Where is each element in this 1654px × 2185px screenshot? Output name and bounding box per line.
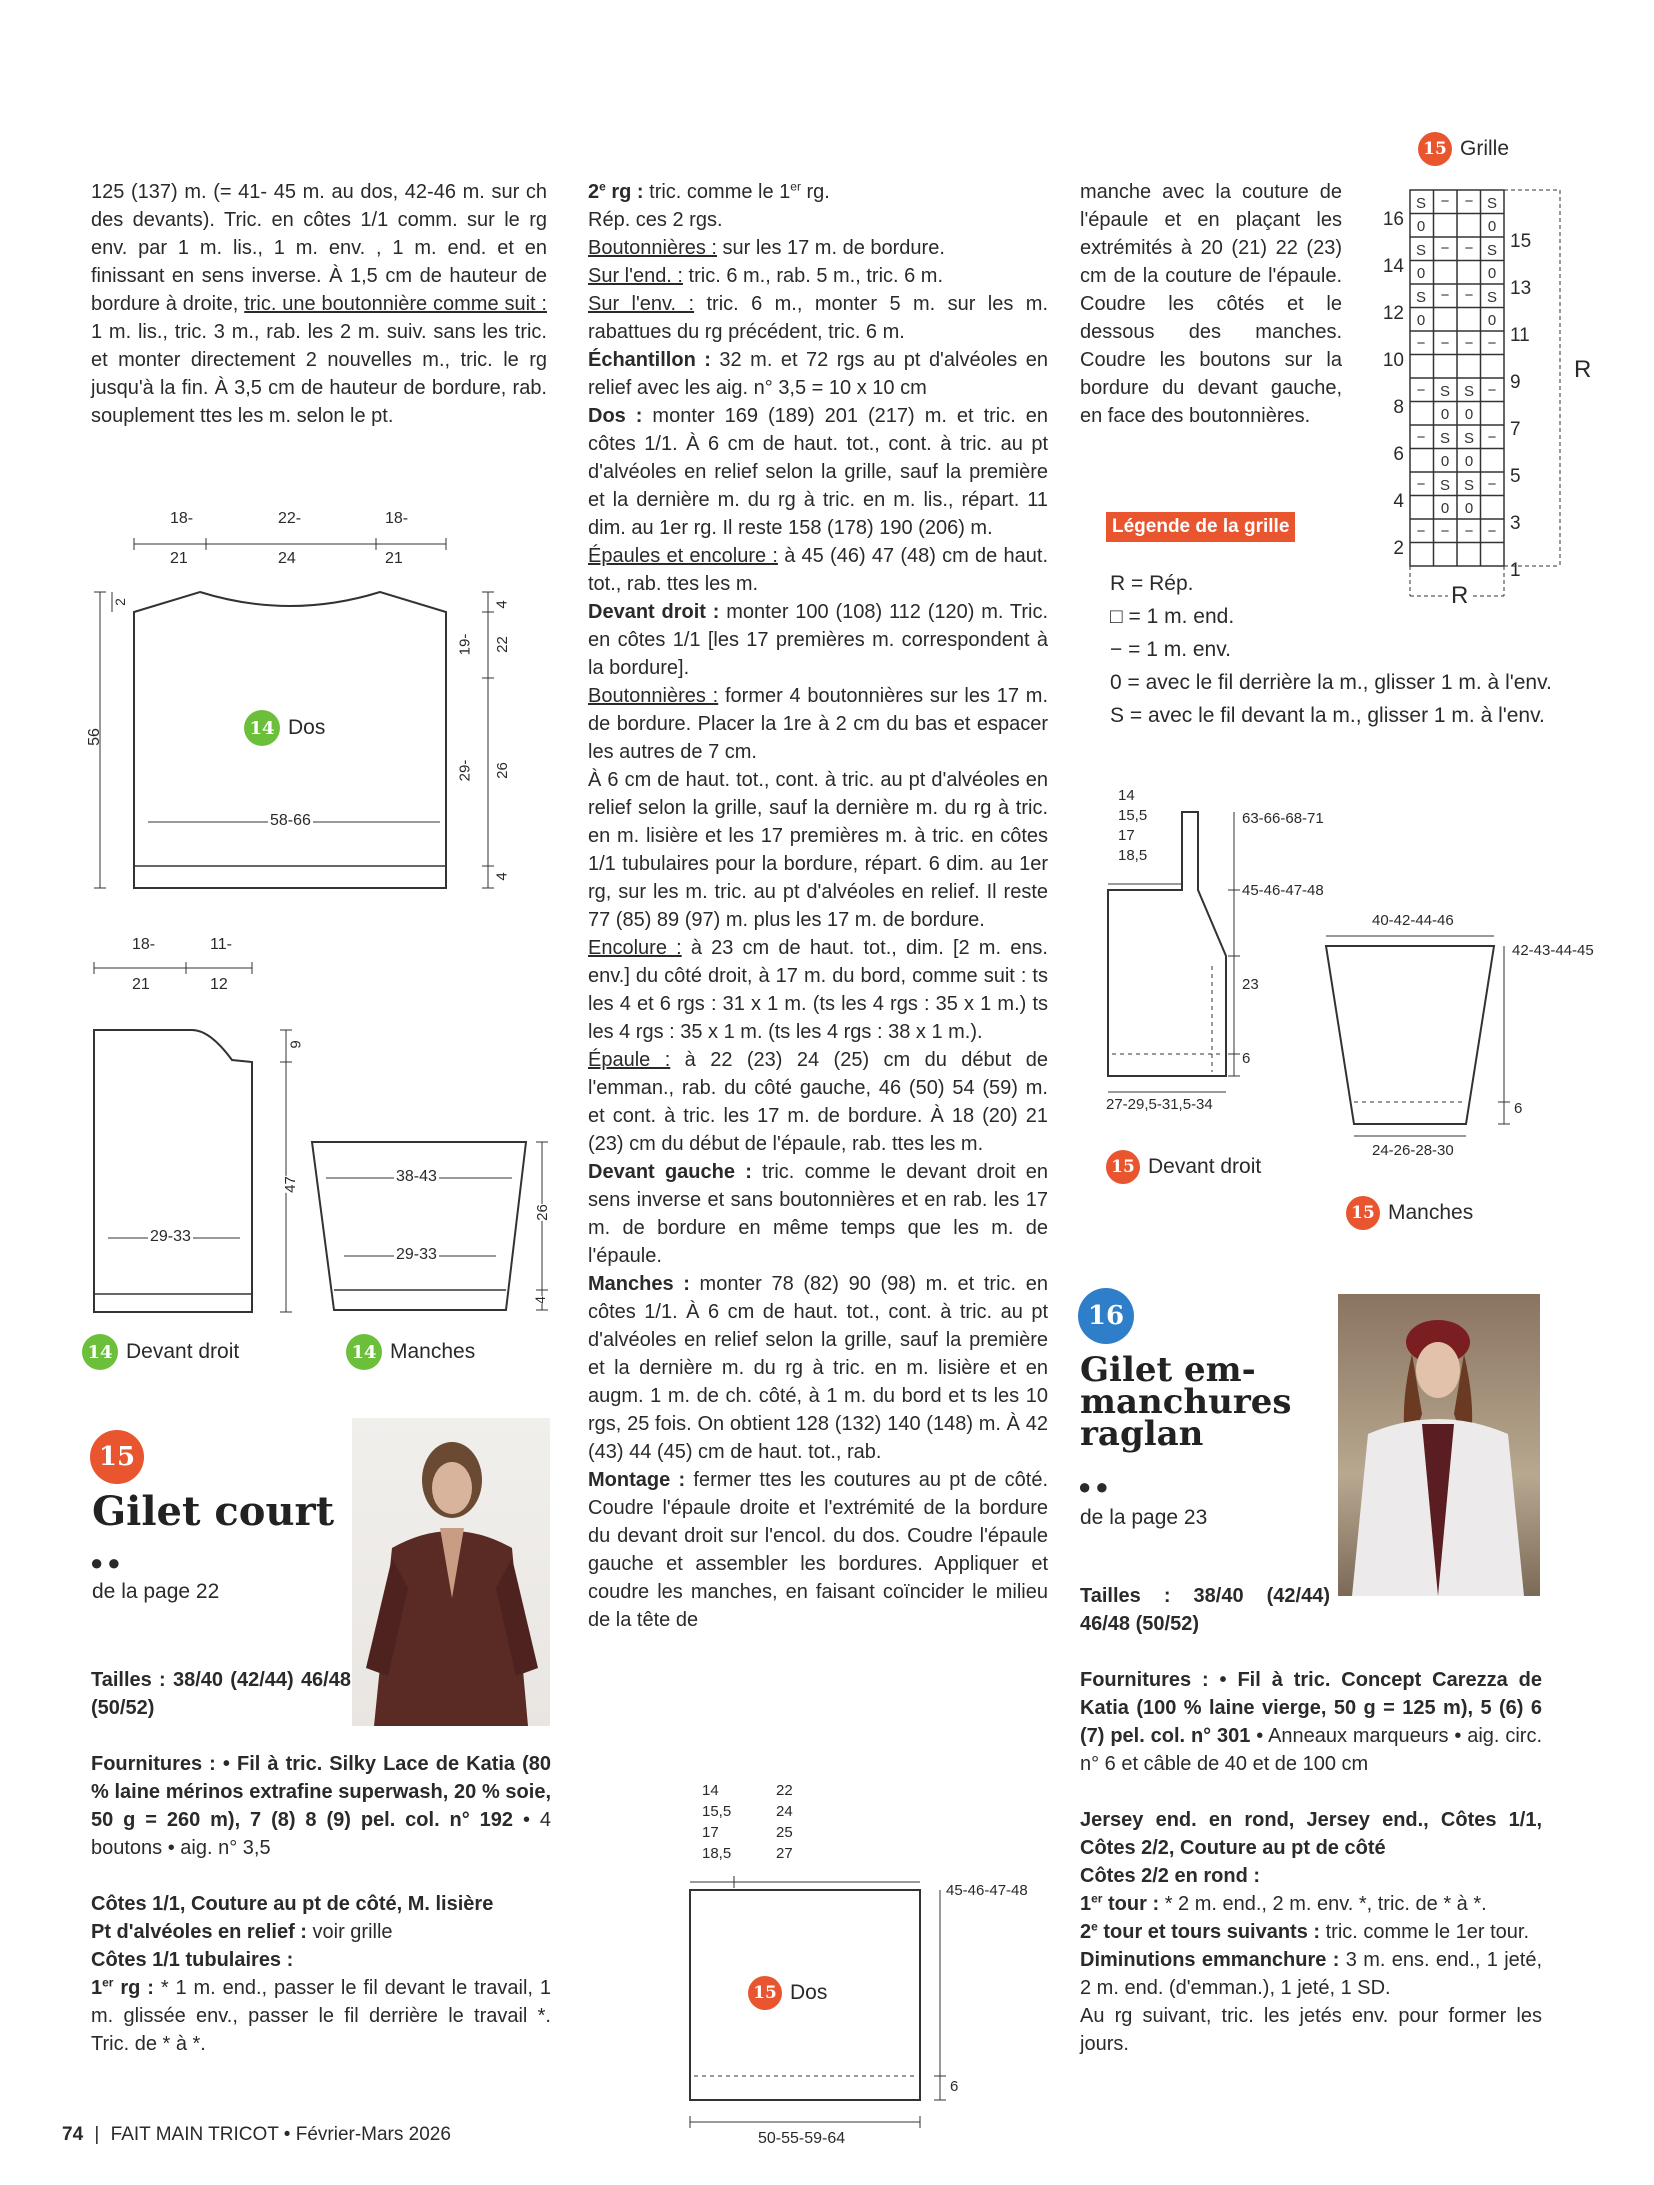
svg-text:0: 0 xyxy=(1487,312,1497,329)
col3-text: manche avec la couture de l'épaule et en plaçant les extrémités à 20 (21) 22 (23) cm de la couture de l'épaule. Coudre les côtés et le dessous des manches. Coudre les boutons sur la bordure du devant gauche, en face des boutonnières. xyxy=(1080,181,1342,427)
manches14-label: 14 Manches xyxy=(346,1334,475,1370)
gilet15-badge: 15 xyxy=(90,1430,144,1484)
legende-item-end: □ = 1 m. end. xyxy=(1110,605,1235,628)
gilet16-details: Tailles : 38/40 (42/44) 46/48 (50/52) Fournitures : • Fil à tric. Concept Carezza de Katia (100 % laine vierge, 50 g = 125 m), 5 (6) 6 (7) pel. col. n° 301 • Anneaux marqueurs • aig. circ. n° 6 et câble de 40 et de 100 cm Jersey end. en rond, Jersey end., Côtes 1/1, Côtes 2/2, Couture au pt de côté Côtes 2/2 en rond : 1er tour : * 2 m. end., 2 m. env. *, tric. de * à *. 2e tour et tours suivants : tric. comme le 1er tour. Diminutions emmanchure : 3 m. ens. end., 1 jeté, 2 m. end. (d'emman.), 1 jeté, 1 SD. Au rg suivant, tric. les jetés env. pour former les jours. xyxy=(1080,1585,1542,2055)
gilet15-title: Gilet court xyxy=(92,1488,335,1535)
svg-text:S: S xyxy=(1439,430,1451,447)
grille-label: 15 Grille xyxy=(1418,132,1509,166)
svg-text:−: − xyxy=(1440,240,1450,257)
devant15-label: 15 Devant droit xyxy=(1106,1150,1261,1184)
svg-text:S: S xyxy=(1415,289,1427,306)
svg-text:−: − xyxy=(1440,193,1450,210)
svg-text:−: − xyxy=(1487,523,1497,540)
svg-text:−: − xyxy=(1440,335,1450,352)
col2-p9: Boutonnières : former 4 boutonnières sur les 17 m. de bordure. Placer la 1re à 2 cm du bas et espacer les autres de 7 cm. xyxy=(588,685,1048,763)
col1-p1: 125 (137) m. (= 41- 45 m. au dos, 42-46 m. sur ch des devants). Tric. en côtes 1/1 comm. sur le rg env. par 1 m. lis., 1 m. env. , 1 m. end. et en finissant en sens inverse. À 1,5 cm de hauteur de bordure à droite, xyxy=(91,181,547,315)
svg-text:S: S xyxy=(1415,242,1427,259)
svg-text:−: − xyxy=(1416,476,1426,493)
svg-text:−: − xyxy=(1464,523,1474,540)
svg-text:0: 0 xyxy=(1416,312,1426,329)
gilet16-difficulty: ●● xyxy=(1078,1474,1113,1499)
col2-p15: Montage : fermer ttes les coutures au pt de côté. Coudre l'épaule droite et l'extrémité de la bordure du devant droit sur l'encol. du dos. Coudre l'épaule gauche et assembler les bordures. Appliquer et coudre les manches, en faisant coïncider le milieu de la tête de xyxy=(588,1469,1049,1631)
devant14-diagram: 18- 21 11- 12 9 47 29-33 xyxy=(60,940,330,1320)
dos14-diagram: 18- 21 22- 24 18- 21 56 2 4 19- 22 29- 26 4 58-66 xyxy=(60,510,530,890)
svg-text:0: 0 xyxy=(1464,453,1474,470)
svg-text:S: S xyxy=(1463,383,1475,400)
magazine-name: FAIT MAIN TRICOT xyxy=(110,2124,279,2145)
gilet15-page-ref: de la page 22 xyxy=(92,1580,220,1603)
col2-p5: Échantillon : 32 m. et 72 rgs au pt d'alvéoles en relief avec les aig. n° 3,5 = 10 x 10 cm xyxy=(588,349,1048,399)
page-number: 74 xyxy=(62,2124,84,2145)
col1-buttonhole-link: tric. une boutonnière comme suit : xyxy=(244,293,547,315)
col1-text: 125 (137) m. (= 41- 45 m. au dos, 42-46 m. sur ch des devants). Tric. en côtes 1/1 comm. sur le rg env. par 1 m. lis., 1 m. env. , 1 m. end. et en finissant en sens inverse. À 1,5 cm de hauteur de bordure à droite, tric. une boutonnière comme suit : 1 m. lis., tric. 3 m., rab. les 2 m. suiv. sans les tric. et monter directement 2 nouvelles m., tric. le rg jusqu'à la fin. À 3,5 cm de hauteur de bordure, rab. souplement ttes les m. selon le pt. xyxy=(91,181,547,427)
svg-text:0: 0 xyxy=(1440,406,1450,423)
svg-text:−: − xyxy=(1464,335,1474,352)
svg-text:0: 0 xyxy=(1464,500,1474,517)
manches14-diagram: 38-43 29-33 26 4 xyxy=(300,1140,560,1320)
svg-text:−: − xyxy=(1440,523,1450,540)
col2-p13: Devant gauche : tric. comme le devant droit en sens inverse et sans boutonnières et en rab. les 17 m. de bordure en même temps que les m. de l'épaule. xyxy=(588,1161,1048,1267)
col2-p10: À 6 cm de haut. tot., cont. à tric. au pt d'alvéoles en relief selon la grille, sauf la dernière m. du rg à tric. en m. lisière et les 17 premières m. à tric. en côtes 1/1 tubulaires pour la bordure, répart. 6 dim. au 1er rg, sur les m. tric. au pt d'alvéoles en relief. Il reste 77 (85) 89 (97) m. plus les 17 m. de bordure. xyxy=(588,769,1048,931)
col2-p8: Devant droit : monter 100 (108) 112 (120) m. Tric. en côtes 1/1 [les 17 premières m. correspondent à la bordure]. xyxy=(588,601,1048,679)
col2-p7: Épaules et encolure : à 45 (46) 47 (48) cm de haut. tot., rab. ttes les m. xyxy=(588,545,1048,595)
dos14-label: 14 Dos xyxy=(244,710,325,746)
col2-p6: Dos : monter 169 (189) 201 (217) m. et tric. en côtes 1/1. À 6 cm de haut. tot., cont. à tric. au pt d'alvéoles en relief selon la grille, sauf la première et la dernière m. du rg à tric. en m. lis., répart. 11 dim. au 1er rg. Il reste 158 (178) 190 (206) m. xyxy=(588,405,1049,539)
devant14-label: 14 Devant droit xyxy=(82,1334,239,1370)
page-footer: 74 | FAIT MAIN TRICOT • Février-Mars 2026 xyxy=(62,2124,451,2145)
svg-text:−: − xyxy=(1464,193,1474,210)
svg-text:−: − xyxy=(1487,429,1497,446)
svg-text:0: 0 xyxy=(1464,406,1474,423)
legende-title: Légende de la grille xyxy=(1106,512,1295,542)
svg-text:−: − xyxy=(1487,382,1497,399)
col2-p1: Rép. ces 2 rgs. xyxy=(588,209,723,231)
svg-text:S: S xyxy=(1463,477,1475,494)
gilet16-badge: 16 xyxy=(1078,1288,1134,1344)
svg-text:0: 0 xyxy=(1440,453,1450,470)
legende-item-env: − = 1 m. env. xyxy=(1110,638,1232,661)
gilet15-difficulty: ●● xyxy=(90,1550,125,1575)
col2-p11: Encolure : à 23 cm de haut. tot., dim. [2 m. ens. env.] du côté droit, à 17 m. du bord, comme suit : ts les 4 et 6 rgs : 31 x 1 m. (ts les 4 rgs : 35 x 1 m.) ts les 4 rgs : 35 x 1 m. (ts les 4 rgs : 38 x 1 m.). xyxy=(588,937,1048,1043)
issue-date: Février-Mars 2026 xyxy=(295,2124,451,2145)
svg-text:−: − xyxy=(1416,335,1426,352)
col2-p3: Sur l'end. : tric. 6 m., rab. 5 m., tric. 6 m. xyxy=(588,265,944,287)
manches15-diagram: 40-42-44-46 42-43-44-45 6 24-26-28-30 xyxy=(1318,906,1608,1186)
col2-p2: Boutonnières : sur les 17 m. de bordure. xyxy=(588,237,945,259)
gilet16-page-ref: de la page 23 xyxy=(1080,1506,1208,1529)
col2-text xyxy=(588,178,1048,1634)
col2-p4: Sur l'env. : tric. 6 m., monter 5 m. sur les m. rabattues du rg précédent, tric. 6 m. xyxy=(588,293,1048,343)
svg-text:−: − xyxy=(1440,287,1450,304)
svg-text:S: S xyxy=(1439,383,1451,400)
svg-text:S: S xyxy=(1486,195,1498,212)
svg-text:−: − xyxy=(1464,287,1474,304)
legende-item-glisser-devant: S = avec le fil devant la m., glisser 1 m. à l'env. xyxy=(1110,704,1545,727)
svg-text:0: 0 xyxy=(1416,265,1426,282)
svg-text:0: 0 xyxy=(1487,218,1497,235)
gilet16-photo xyxy=(1338,1294,1540,1596)
svg-text:−: − xyxy=(1464,240,1474,257)
col2-p0: 2e rg : tric. comme le 1er rg. xyxy=(588,179,830,203)
svg-text:S: S xyxy=(1415,195,1427,212)
svg-text:−: − xyxy=(1416,523,1426,540)
grille-chart: S − − S 0 0 S − − S 0 0 S − − S 0 0 − − − − − S S − 0 0 − S S − 0 0 − S S − 0 0 − − − − 16 14 12 10 8 6 4 2 15 13 11 9 7 5 3 1 R R xyxy=(1370,186,1600,616)
dos15-diagram: 14 15,5 17 18,5 22 24 25 27 45-46-47-48 6 50-55-59-64 15 Dos xyxy=(650,1780,1030,2180)
svg-text:−: − xyxy=(1416,382,1426,399)
svg-text:S: S xyxy=(1486,289,1498,306)
gilet15-details: Tailles : 38/40 (42/44) 46/48 (50/52) Fournitures : • Fil à tric. Silky Lace de Katia (80 % laine mérinos extrafine superwash, 20 % soie, 50 g = 260 m), 7 (8) 8 (9) pel. col. n° 192 • 4 boutons • aig. n° 3,5 Côtes 1/1, Couture au pt de côté, M. lisière Pt d'alvéoles en relief : voir grille Côtes 1/1 tubulaires : 1er rg : * 1 m. end., passer le fil devant le travail, 1 m. glissée env., passer le fil derrière le travail *. Tric. de * à *. xyxy=(91,1669,552,2055)
col2-p14: Manches : monter 78 (82) 90 (98) m. et tric. en côtes 1/1. À 6 cm de haut. tot., cont. à tric. au pt d'alvéoles en relief selon la grille, sauf la première et la dernière m. du rg à tric. en m. lisière et en augm. 1 m. de ch. côté, à 1 m. du bord et ts les 10 rgs, 25 fois. On obtient 128 (132) 140 (148) m. À 42 (43) 44 (45) cm de haut. tot., rab. xyxy=(588,1273,1048,1463)
manches15-label: 15 Manches xyxy=(1346,1196,1473,1230)
legende-item-glisser-derriere: 0 = avec le fil derrière la m., glisser 1 m. à l'env. xyxy=(1110,671,1552,694)
svg-text:S: S xyxy=(1486,242,1498,259)
svg-text:−: − xyxy=(1487,476,1497,493)
svg-text:0: 0 xyxy=(1440,500,1450,517)
svg-text:0: 0 xyxy=(1416,218,1426,235)
svg-text:S: S xyxy=(1463,430,1475,447)
gilet16-title: Gilet em- manchures raglan xyxy=(1080,1350,1292,1454)
svg-text:−: − xyxy=(1416,429,1426,446)
devant15-diagram: 14 15,5 17 18,5 63-66-68-71 45-46-47-48 23 6 27-29,5-31,5-34 xyxy=(1106,787,1324,1113)
legende-item-rep: R = Rép. xyxy=(1110,572,1194,595)
svg-text:−: − xyxy=(1487,335,1497,352)
svg-text:S: S xyxy=(1439,477,1451,494)
col2-p12: Épaule : à 22 (23) 24 (25) cm du début de l'emman., rab. du côté gauche, 46 (50) 54 (59) m. et cont. à tric. les 17 m. de bordure. À 18 (20) 21 (23) cm du début de l'épaule, rab. ttes les m. xyxy=(588,1049,1049,1155)
svg-text:0: 0 xyxy=(1487,265,1497,282)
